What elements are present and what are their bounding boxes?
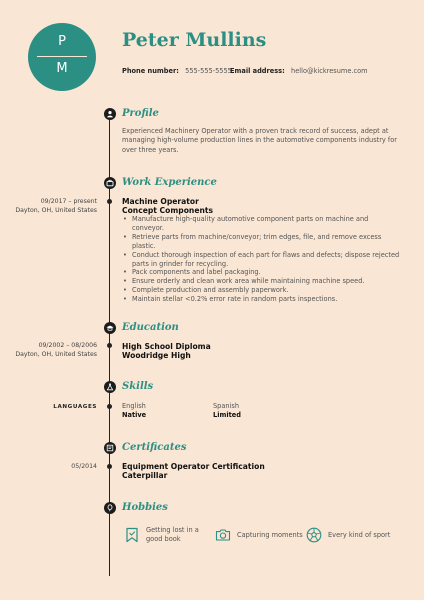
language-name: English <box>122 402 146 410</box>
certificate-date: 05/2014 <box>71 463 97 470</box>
language-level: Limited <box>213 411 241 419</box>
list-item: • Manufacture high-quality automotive component parts on machine and conveyor. <box>122 215 400 233</box>
person-icon <box>104 108 116 120</box>
work-location: Dayton, OH, United States <box>15 206 97 214</box>
education-timeline-dot <box>107 343 112 348</box>
email-contact <box>230 67 368 75</box>
certificates-heading: Certificates <box>122 442 187 453</box>
list-item: • Maintain stellar <0.2% error rate in random parts inspections. <box>122 295 400 304</box>
hobby-text: Capturing moments <box>237 530 303 539</box>
school-name: Woodridge High <box>122 351 191 360</box>
certificate-timeline-dot <box>107 464 112 469</box>
company-name: Concept Components <box>122 206 214 215</box>
email-label: Email address: <box>230 67 285 75</box>
balloon-icon <box>104 502 116 514</box>
hobbies-heading: Hobbies <box>122 502 168 513</box>
email-value: hello@kickresume.com <box>291 67 368 75</box>
graduation-cap-icon <box>104 322 116 334</box>
bookmark-icon <box>124 527 140 543</box>
education-location: Dayton, OH, United States <box>15 350 97 358</box>
camera-icon <box>215 527 231 543</box>
initials-divider <box>37 56 87 57</box>
phone-value: 555-555-5555 <box>185 67 232 75</box>
skills-heading: Skills <box>122 381 154 392</box>
candidate-name: Peter Mullins <box>122 29 267 51</box>
job-title: Machine Operator <box>122 197 199 206</box>
skills-timeline-dot <box>107 404 112 409</box>
education-date: 09/2002 – 08/2006 <box>38 342 97 349</box>
list-item: • Conduct thorough inspection of each part for flaws and defects; dispose rejected parts in grinder for recycling. <box>122 251 400 269</box>
certificate-icon <box>104 442 116 454</box>
language-name: Spanish <box>213 402 240 410</box>
hobby-text: Getting lost in a good book <box>146 526 199 543</box>
flask-icon <box>104 381 116 393</box>
initials-badge <box>28 23 96 91</box>
work-timeline-dot <box>107 199 112 204</box>
list-item: • Pack components and label packaging. <box>122 268 400 277</box>
list-item: • Retrieve parts from machine/conveyor; trim edges, file, and remove excess plastic. <box>122 233 400 251</box>
certificate-name: Equipment Operator Certification <box>122 462 265 471</box>
work-date: 09/2017 – present <box>40 198 97 205</box>
languages-label: LANGUAGES <box>53 404 97 410</box>
work-heading: Work Experience <box>122 177 217 188</box>
profile-heading: Profile <box>122 108 159 119</box>
work-date-location <box>15 198 97 215</box>
phone-contact <box>122 67 232 75</box>
hobby-reading <box>124 526 204 543</box>
briefcase-icon <box>104 177 116 189</box>
education-heading: Education <box>122 322 179 333</box>
initial-first: P <box>58 34 66 49</box>
initial-last: M <box>56 61 68 76</box>
work-bullets <box>122 215 400 304</box>
hobby-photography <box>215 527 303 543</box>
soccer-ball-icon <box>306 527 322 543</box>
education-date-location <box>15 342 97 359</box>
list-item: • Ensure orderly and clean work area while maintaining machine speed. <box>122 277 400 286</box>
certificate-issuer: Caterpillar <box>122 471 168 480</box>
language-level: Native <box>122 411 147 419</box>
hobby-sports <box>306 527 390 543</box>
language-english <box>122 402 146 420</box>
language-spanish <box>213 402 241 420</box>
profile-summary: Experienced Machinery Operator with a proven track record of success, adept at managing high-volume production lines in the automotive components industry for over three years. <box>122 127 397 154</box>
list-item: • Complete production and assembly paperwork. <box>122 286 400 295</box>
hobby-text: Every kind of sport <box>328 530 391 539</box>
phone-label: Phone number: <box>122 67 179 75</box>
degree-name: High School Diploma <box>122 342 211 351</box>
